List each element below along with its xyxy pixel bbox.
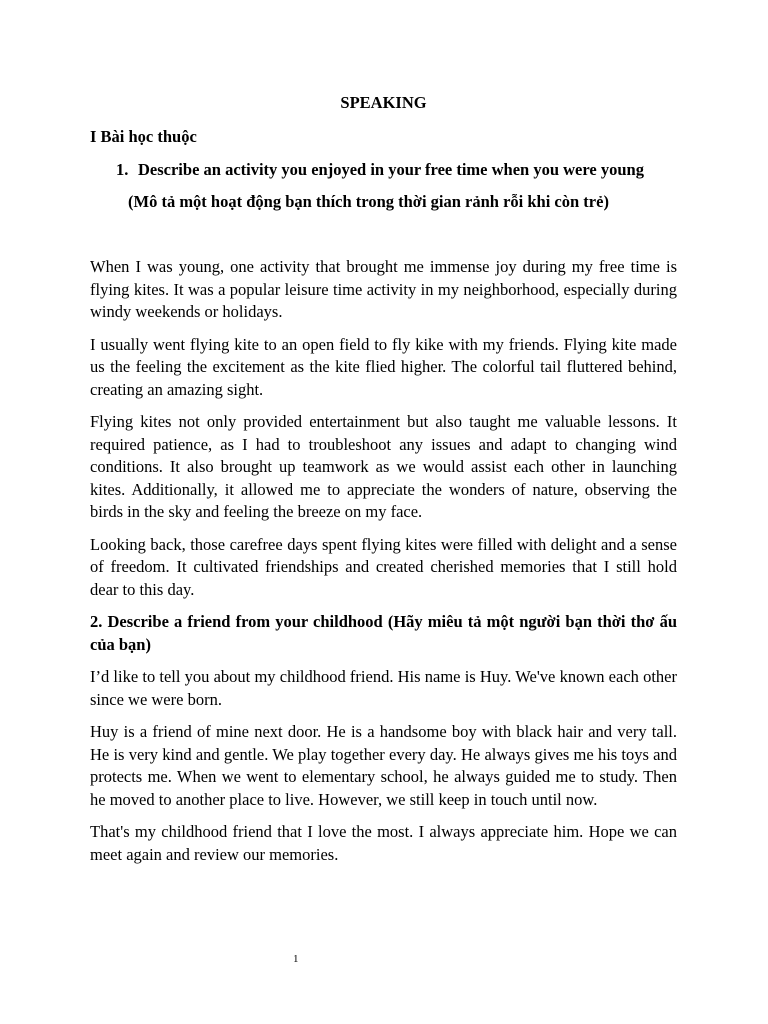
answer-1-paragraph-1: When I was young, one activity that brought me immense joy during my free time is flying kites. It was a popular leisure time activity in my neighborhood, especially during windy weekends or holidays. xyxy=(90,257,677,321)
question-2: 2. Describe a friend from your childhood (Hãy miêu tả một người bạn thời thơ ấu của bạn) xyxy=(90,612,677,654)
question-1-number: 1. xyxy=(116,160,129,179)
answer-1-paragraph-4: Looking back, those carefree days spent flying kites were filled with delight and a sense of freedom. It cultivated friendships and created cherished memories that I still hold dear to this day. xyxy=(90,534,677,599)
answer-1-paragraph-2: I usually went flying kite to an open field to fly kike with my friends. Flying kite made us the feeling the excitement as the kite flied higher. The colorful tail fluttered behind, creating an amazing sight. xyxy=(90,334,677,399)
document-title: SPEAKING xyxy=(340,93,427,112)
question-1-translation: (Mô tả một hoạt động bạn thích trong thời gian rảnh rỗi khi còn trẻ) xyxy=(128,192,609,211)
answer-2-paragraph-2: Huy is a friend of mine next door. He is a handsome boy with black hair and very tall. He is very kind and gentle. We play together every day. He always gives me his toys and protects me. When we went to elementary school, he always guided me to study. Then he moved to another place to live. However, we still keep in touch until now. xyxy=(90,722,677,809)
answer-2-paragraph-1: I’d like to tell you about my childhood friend. His name is Huy. We've known each other since we were born. xyxy=(90,667,677,709)
section-heading: I Bài học thuộc xyxy=(90,127,197,146)
answer-1-paragraph-3: Flying kites not only provided entertainment but also taught me valuable lessons. It required patience, as I had to troubleshoot any issues and adapt to changing wind conditions. It also brought up teamwork as we would assist each other in launching kites. Additionally, it allowed me to appreciate the wonders of nature, observing the birds in the sky and feeling the breeze on my face. xyxy=(90,412,677,521)
question-1 xyxy=(116,159,677,181)
answer-2-paragraph-3: That's my childhood friend that I love the most. I always appreciate him. Hope we can meet again and review our memories. xyxy=(90,822,677,864)
question-1-text: Describe an activity you enjoyed in your free time when you were young xyxy=(138,160,644,179)
document-page xyxy=(90,92,677,876)
page-number: 1 xyxy=(293,953,299,965)
